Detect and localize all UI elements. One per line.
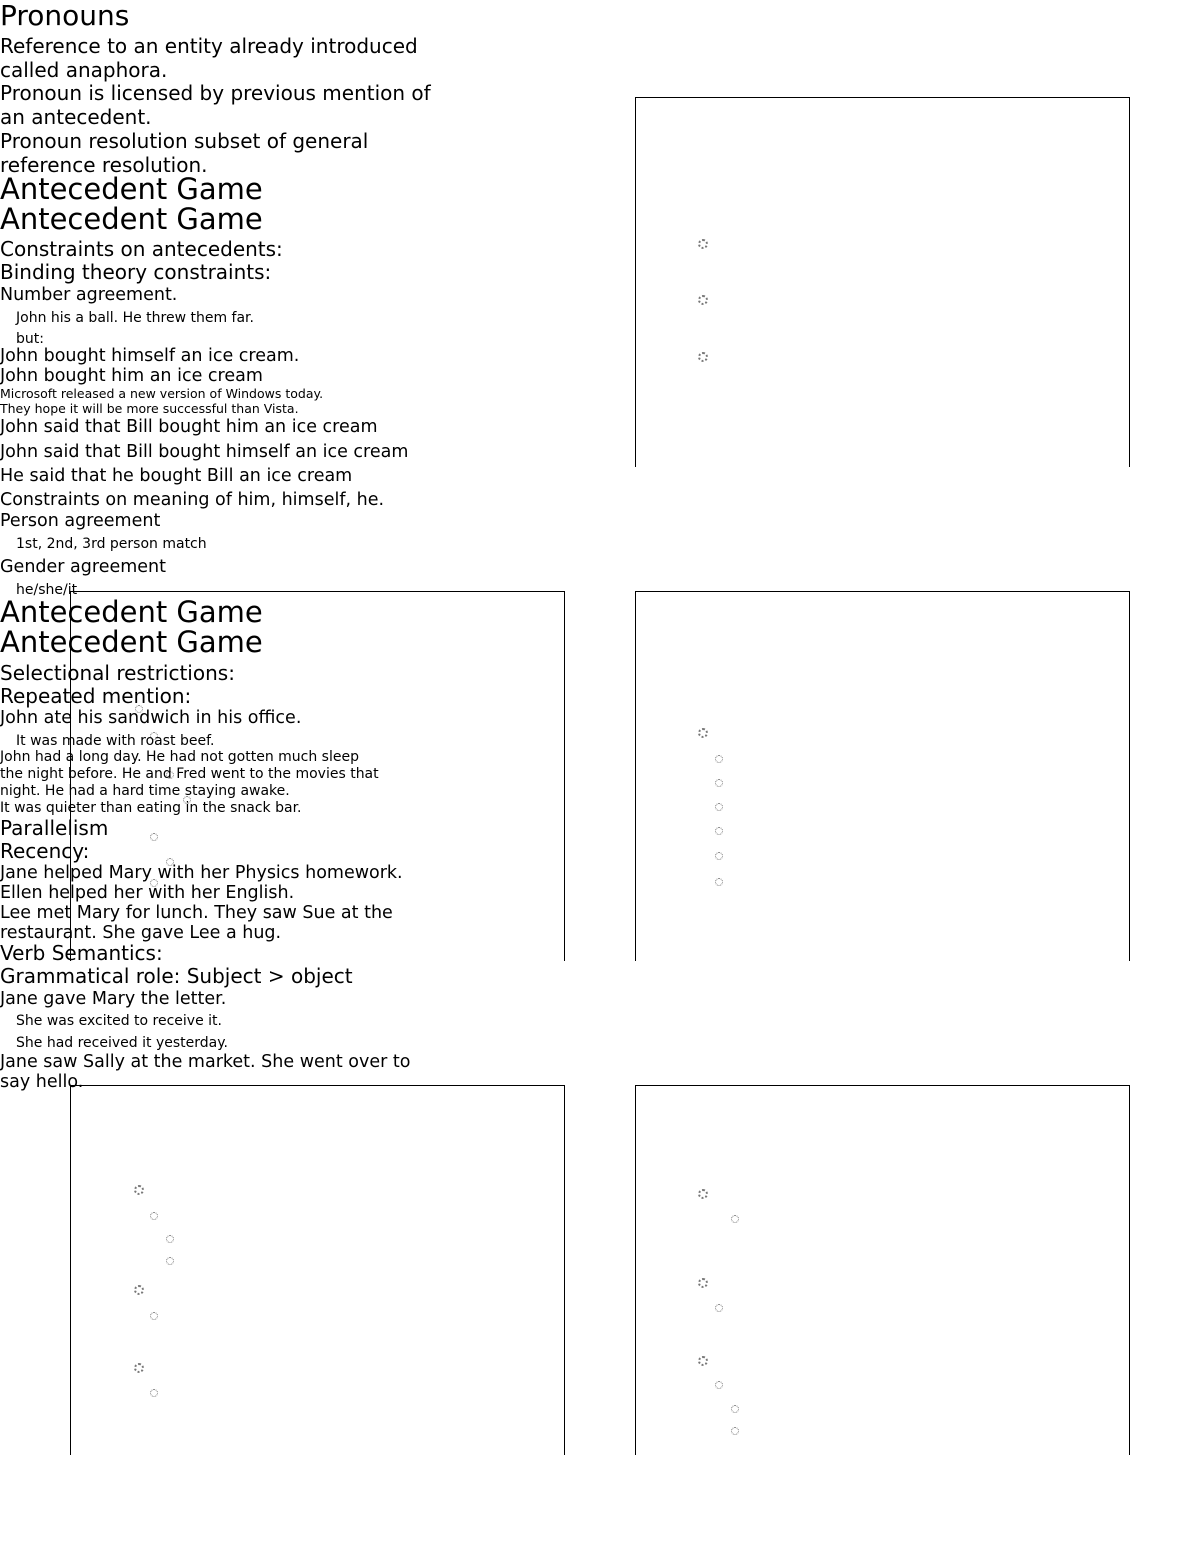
bullet-icon <box>166 1235 174 1243</box>
example-microsoft: Microsoft released a new version of Windows today. <box>0 386 324 401</box>
example-but: but: <box>16 331 44 347</box>
meaning-constraint: Constraints on meaning of him, himself, he. <box>0 490 385 510</box>
bullet-icon <box>731 1405 739 1413</box>
example-bill-himself: John said that Bill bought himself an ice cream <box>0 442 409 462</box>
example-jane-saw: Jane saw Sally at the market. She went over to say hello. <box>0 1052 411 1092</box>
bullet-icon <box>698 352 708 362</box>
repeated-mention: Repeated mention: <box>0 684 192 708</box>
bullet-icon <box>134 1363 144 1373</box>
number-agreement: Number agreement. <box>0 285 178 305</box>
example-received: She had received it yesterday. <box>16 1035 228 1051</box>
example-ball: John his a ball. He threw them far. <box>16 310 254 326</box>
verb-semantics: Verb Semantics: <box>0 941 163 965</box>
example-long-day: John had a long day. He had not gotten much sleep the night before. He and Fred went to the movies that night. He had a hard time staying awake. It was quieter than eating in the snack bar. <box>0 749 379 816</box>
example-he-said: He said that he bought Bill an ice cream <box>0 466 353 486</box>
bullet-icon <box>731 1427 739 1435</box>
binding-heading: Binding theory constraints: <box>0 260 272 284</box>
recency: Recency: <box>0 839 90 863</box>
game2-title-b: Antecedent Game <box>0 625 263 659</box>
person-agreement: Person agreement <box>0 511 161 531</box>
bullet-icon <box>150 1389 158 1397</box>
bullet-icon <box>166 1257 174 1265</box>
bullet-icon <box>715 779 723 787</box>
example-lee-met: Lee met Mary for lunch. They saw Sue at the restaurant. She gave Lee a hug. <box>0 903 393 943</box>
pronouns-title: Pronouns <box>0 0 130 32</box>
game1-title-a: Antecedent Game <box>0 172 263 206</box>
example-sandwich: John ate his sandwich in his office. <box>0 708 302 728</box>
bullet-icon <box>150 1212 158 1220</box>
constraints-heading: Constraints on antecedents: <box>0 237 283 261</box>
bullet-icon <box>134 1185 144 1195</box>
example-jane-gave: Jane gave Mary the letter. <box>0 989 227 1009</box>
bullet-icon <box>150 833 158 841</box>
slide-frame-bottom-left <box>70 1085 565 1455</box>
pronouns-line-3: Pronoun resolution subset of general reference resolution. <box>0 129 369 177</box>
bullet-icon <box>715 1304 723 1312</box>
selectional-restrictions: Selectional restrictions: <box>0 661 235 685</box>
bullet-icon <box>715 1381 723 1389</box>
bullet-icon <box>731 1215 739 1223</box>
person-detail: 1st, 2nd, 3rd person match <box>16 536 207 552</box>
example-him: John bought him an ice cream <box>0 366 263 386</box>
bullet-icon <box>698 1189 708 1199</box>
gender-agreement: Gender agreement <box>0 557 166 577</box>
pronouns-line-2: Pronoun is licensed by previous mention of an antecedent. <box>0 81 431 129</box>
bullet-icon <box>715 852 723 860</box>
example-jane-helped: Jane helped Mary with her Physics homework. Ellen helped her with her English. <box>0 863 403 903</box>
bullet-icon <box>698 1278 708 1288</box>
example-vista: They hope it will be more successful than Vista. <box>0 401 299 416</box>
example-excited: She was excited to receive it. <box>16 1013 222 1029</box>
gender-detail: he/she/it <box>16 582 78 598</box>
bullet-icon <box>698 239 708 249</box>
bullet-icon <box>698 728 708 738</box>
game1-title-b: Antecedent Game <box>0 202 263 236</box>
bullet-icon <box>715 827 723 835</box>
slide-frame-bottom-right <box>635 1085 1130 1455</box>
parallelism: Parallelism <box>0 816 109 840</box>
game2-title-a: Antecedent Game <box>0 595 263 629</box>
bullet-icon <box>698 1356 708 1366</box>
pronouns-line-1: Reference to an entity already introduced called anaphora. <box>0 34 418 82</box>
bullet-icon <box>134 1285 144 1295</box>
slide-frame-top-right <box>635 97 1130 467</box>
slide-frame-middle-right <box>635 591 1130 961</box>
example-bill-him: John said that Bill bought him an ice cream <box>0 417 378 437</box>
bullet-icon <box>150 1312 158 1320</box>
bullet-icon <box>698 295 708 305</box>
bullet-icon <box>715 878 723 886</box>
example-roast-beef: It was made with roast beef. <box>16 733 215 749</box>
grammatical-role: Grammatical role: Subject > object <box>0 964 353 988</box>
bullet-icon <box>715 803 723 811</box>
bullet-icon <box>715 755 723 763</box>
example-himself: John bought himself an ice cream. <box>0 346 300 366</box>
